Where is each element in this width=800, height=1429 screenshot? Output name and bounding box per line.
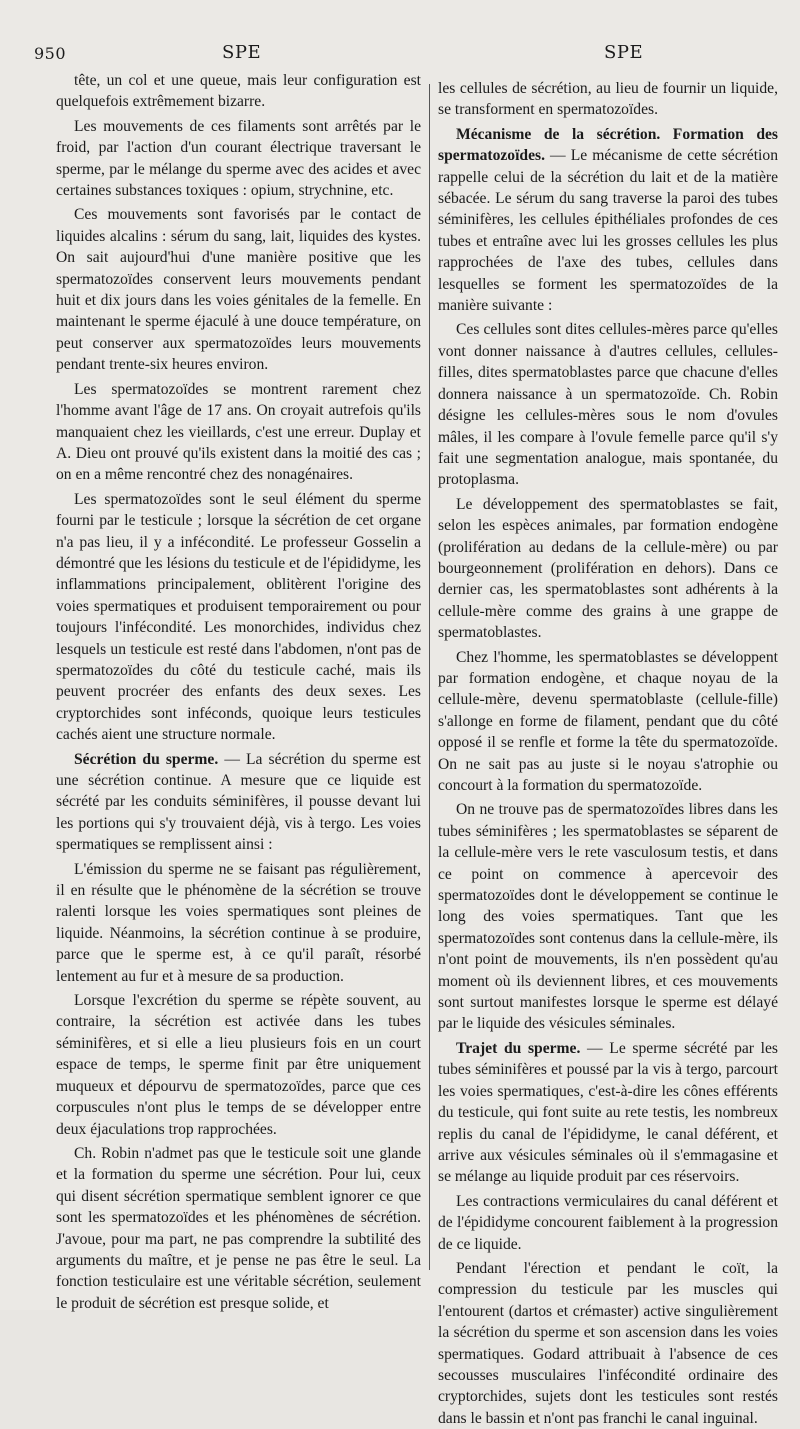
column-divider: [429, 84, 430, 1270]
paragraph: [56, 70, 421, 113]
paragraph-text: — Le mécanisme de cette sécrétion rappelle celui de la sécrétion du lait et de la matière sébacée. Le sérum du sang traverse la paroi des tubes séminifères, les cellules épithéliales profondes de ces tubes et entraîne avec lui les grosses cellules les plus rapprochées de l'axe des tubes, cellules dans lesquelles se forment les spermatozoïdes de la manière suivante :: [438, 147, 778, 315]
paragraph-text: Chez l'homme, les spermatoblastes se développent par formation endogène, et chaque noyau de la cellule-mère, devenu spermatoblaste (cellule-fille) s'allonge en forme de filament, pendant que du côté opposé il se renfle et forme la tête du spermatozoïde. On ne sait pas au juste si le noyau s'atrophie ou concourt à la formation du spermatozoïde.: [438, 648, 778, 794]
paragraph-text: les cellules de sécrétion, au lieu de fournir un liquide, se transforment en spermatozoïdes.: [438, 80, 778, 119]
paragraph: [438, 1191, 778, 1255]
paragraph: [438, 1038, 778, 1188]
paragraph-text: Ces cellules sont dites cellules-mères parce qu'elles vont donner naissance à d'autres cellules, cellules-filles, dites spermatoblastes parce que chacune d'elles donnera naissance à un spermatozoïde. Ch. Robin désigne les cellules-mères sous le nom d'ovules mâles, il les compare à l'ovule femelle parce qu'il s'y fait une segmentation analogue, mais spontanée, du protoplasma.: [438, 321, 778, 489]
paragraph: [438, 319, 778, 490]
paragraph-text: Les spermatozoïdes sont le seul élément du sperme fourni par le testicule ; lorsque la sécrétion de cet organe n'a pas lieu, il y a infécondité. Le professeur Gosselin a démontré que les lésions du testicule et de l'épididyme, les inflammations principalement, oblitèrent l'origine des voies spermatiques et produisent temporairement ou pour toujours l'infécondité. Les monorchides, individus chez lesquels un testicule est resté dans l'abdomen, n'ont pas de spermatozoïdes du côté du testicule caché, mais ils peuvent procréer des enfants des deux sexes. Les cryptorchides sont inféconds, quoique leurs testicules cachés aient une structure normale.: [56, 490, 421, 744]
paragraph: [56, 749, 421, 856]
paragraph-text: — Le sperme sécrété par les tubes séminifères et poussé par la vis à tergo, parcourt les voies spermatiques, c'est-à-dire les cônes efférents du testicule, qui font suite au rete testis, les nombreux replis du canal de l'épididyme, le canal déférent, et arrive aux vésicules séminales où il s'emmagasine et se mélange au liquide produit par ces réservoirs.: [438, 1039, 778, 1186]
page-number: 950: [34, 44, 67, 63]
right-running-head: SPE: [604, 42, 644, 63]
paragraph: [438, 799, 778, 1034]
right-column: [438, 78, 778, 1427]
paragraph: [438, 78, 778, 121]
paragraph: [438, 647, 778, 797]
paragraph: [438, 494, 778, 644]
paragraph: [56, 379, 421, 486]
paragraph-text: Lorsque l'excrétion du sperme se répète souvent, au contraire, la sécrétion est activée dans les tubes séminifères, et si elle a lieu plusieurs fois en un court espace de temps, le sperme finit par être uniquement muqueux et dépourvu de spermatozoïdes, parce que ces corpuscules n'ont plus le temps de se développer entre deux éjaculations trop rapprochées.: [56, 992, 421, 1138]
paragraph-text: Les contractions vermiculaires du canal déférent et de l'épididyme concourent faiblement à la progression de ce liquide.: [438, 1192, 778, 1253]
paragraph-text: On ne trouve pas de spermatozoïdes libres dans les tubes séminifères ; les spermatoblastes se séparent de la cellule-mère vers le rete vasculosum testis, et dans ce point on commence à apercevoir des spermatozoïdes dont le développement se continue le long des voies spermatiques. Tant que les spermatozoïdes sont contenus dans la cellule-mère, ils n'ont point de mouvements, ils n'en possèdent qu'au moment où ils deviennent libres, et ces mouvements sont surtout manifestes lorsque le sperme est délayé par le liquide des vésicules séminales.: [438, 801, 778, 1033]
left-running-head: SPE: [222, 42, 262, 63]
section-heading: Mécanisme de la sécrétion. Formation des spermatozoïdes.: [438, 125, 778, 165]
paragraph: [56, 859, 421, 987]
paragraph-text: Les mouvements de ces filaments sont arrêtés par le froid, par l'action d'un courant électrique traversant le sperme, par le mélange du sperme avec des acides et avec certaines substances toxiques : opium, strychnine, etc.: [56, 117, 421, 200]
paragraph: [56, 990, 421, 1140]
left-column: [56, 70, 421, 1312]
paragraph-text: L'émission du sperme ne se faisant pas régulièrement, il en résulte que le phénomène de la sécrétion se trouve ralenti lorsque les voies spermatiques sont pleines de liquide. Néanmoins, la sécrétion continue à se produire, parce que le sperme est, à ce qu'il paraît, résorbé lentement au fur et à mesure de sa production.: [56, 860, 421, 985]
paragraph-text: — La sécrétion du sperme est une sécrétion continue. A mesure que ce liquide est sécrété par les conduits séminifères, il pousse devant lui les portions qui s'y trouvaient déjà, vis à tergo. Les voies spermatiques se remplissent ainsi :: [56, 750, 421, 854]
paragraph-text: Pendant l'érection et pendant le coït, la compression du testicule par les muscles qui l'entourent (dartos et crémaster) active singulièrement la sécrétion du sperme et son ascension dans les voies spermatiques. Godard attribuait à l'absence de ces secousses musculaires l'infécondité ordinaire des cryptorchides, sujets dont les testicules sont restés dans le bassin et n'ont pas franchi le canal inguinal.: [438, 1259, 778, 1427]
section-heading: Sécrétion du sperme.: [74, 750, 219, 768]
paragraph: [56, 1143, 421, 1314]
paragraph: [438, 1258, 778, 1429]
paragraph-text: tête, un col et une queue, mais leur configuration est quelquefois extrêmement bizarre.: [56, 72, 421, 111]
paragraph: [56, 116, 421, 202]
section-heading: Trajet du sperme.: [456, 1039, 581, 1057]
paragraph-text: Le développement des spermatoblastes se fait, selon les espèces animales, par formation endogène (prolifération au dedans de la cellule-mère) ou par bourgeonnement (prolifération en dehors). Dans ce dernier cas, les spermatoblastes sont adhérents à la cellule-mère comme des grains à une grappe de spermatoblastes.: [438, 495, 778, 642]
paragraph: [56, 489, 421, 746]
paragraph-text: Les spermatozoïdes se montrent rarement chez l'homme avant l'âge de 17 ans. On croyait autrefois qu'ils manquaient chez les vieillards, c'est une erreur. Duplay et A. Dieu ont prouvé qu'ils existent dans la moitié des cas ; on en a même rencontré chez des nonagénaires.: [56, 380, 421, 484]
paragraph-text: Ch. Robin n'admet pas que le testicule soit une glande et la formation du sperme une sécrétion. Pour lui, ceux qui disent sécrétion spermatique semblent ignorer ce que sont les spermatozoïdes et les phénomènes de sécrétion. J'avoue, pour ma part, ne pas comprendre la subtilité des arguments du maître, et je pense ne pas être le seul. La fonction testiculaire est une véritable sécrétion, seulement le produit de sécrétion est presque solide, et: [56, 1144, 421, 1312]
paragraph: [438, 124, 778, 317]
paragraph: [56, 204, 421, 375]
paragraph-text: Ces mouvements sont favorisés par le contact de liquides alcalins : sérum du sang, lait, liquides des kystes. On sait aujourd'hui d'une manière positive que les spermatozoïdes conservent leurs mouvements pendant huit et dix jours dans les voies génitales de la femelle. En maintenant le sperme éjaculé à une douce température, on peut conserver aux spermatozoïdes leurs mouvements pendant trente-six heures environ.: [56, 206, 421, 374]
